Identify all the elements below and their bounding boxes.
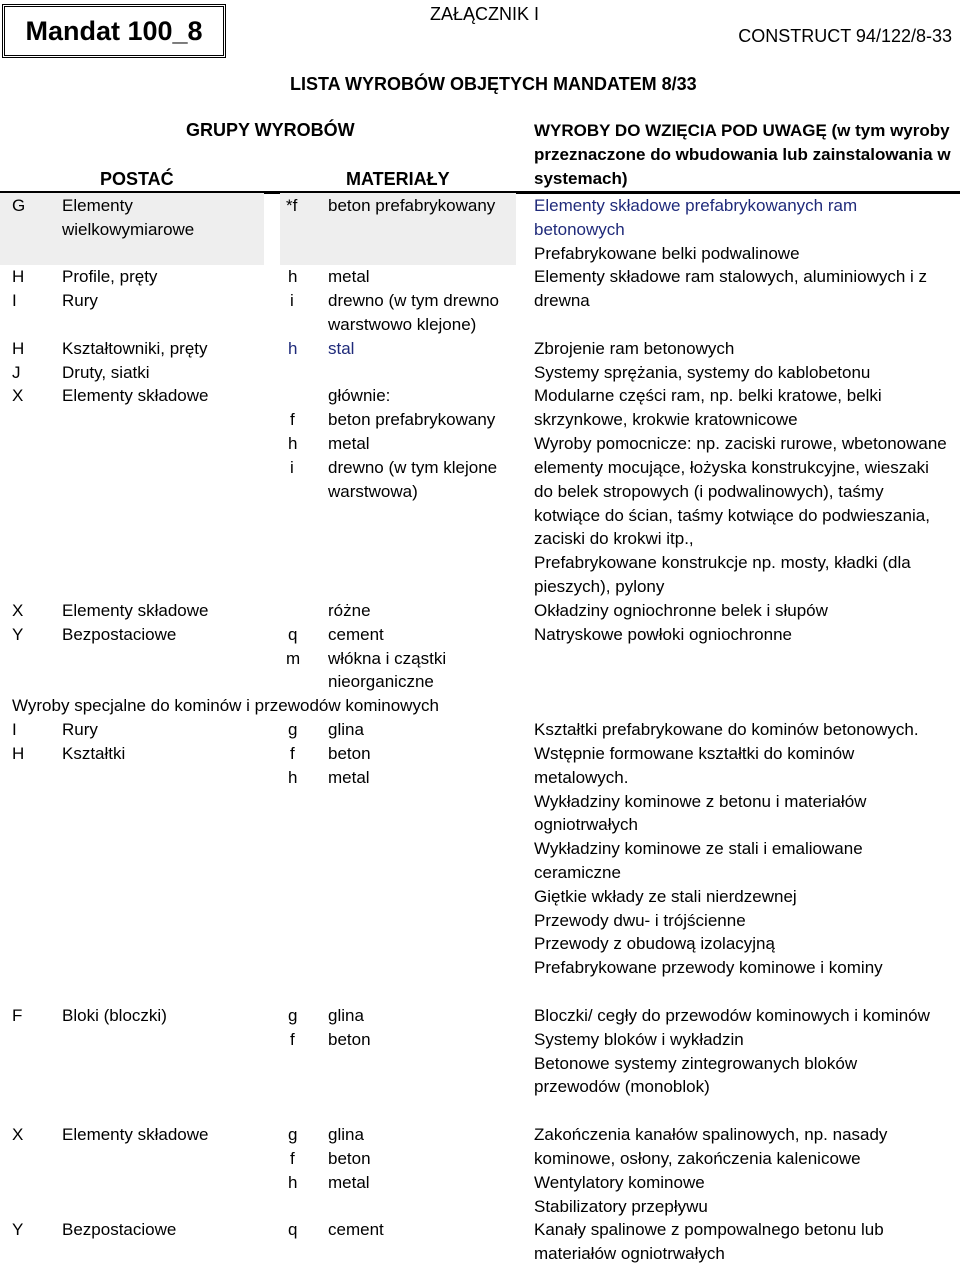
table-cell: pieszych), pylony xyxy=(534,577,665,596)
table-cell: drewno (w tym drewno xyxy=(328,291,500,310)
table-cell: glina xyxy=(328,1006,364,1025)
table-cell: Modularne części ram, np. belki kratowe, belki xyxy=(534,386,882,405)
table-cell: h xyxy=(288,339,298,358)
table-cell: *f xyxy=(286,196,298,215)
table-cell: Y xyxy=(12,1220,24,1239)
table-cell: metal xyxy=(328,768,370,787)
table-cell: X xyxy=(12,386,24,405)
table-cell: H xyxy=(12,339,25,358)
table-cell: Kształtki xyxy=(62,744,126,763)
table-cell: X xyxy=(12,601,24,620)
table-cell: Wentylatory kominowe xyxy=(534,1173,705,1192)
table-cell: Wyroby pomocnicze: np. zaciski rurowe, wbetonowane xyxy=(534,434,947,453)
table-cell: Bezpostaciowe xyxy=(62,1220,177,1239)
table-cell: Wstępnie formowane kształtki do kominów xyxy=(534,744,855,763)
table-cell: Elementy xyxy=(62,196,133,215)
table-cell: materiałów ogniotrwałych xyxy=(534,1244,725,1263)
table-cell: beton xyxy=(328,1030,371,1049)
list-title: LISTA WYROBÓW OBJĘTYCH MANDATEM 8/33 xyxy=(290,74,697,94)
table-cell: Elementy składowe xyxy=(62,1125,209,1144)
table-cell: zaciski do krokwi itp., xyxy=(534,529,694,548)
table-cell: Zakończenia kanałów spalinowych, np. nasady xyxy=(534,1125,888,1144)
table-cell: H xyxy=(12,744,25,763)
table-cell: Druty, siatki xyxy=(62,363,150,382)
table-cell: Wykładziny kominowe z betonu i materiałów xyxy=(534,792,867,811)
mandat-title: Mandat 100_8 xyxy=(25,16,203,46)
table-cell: Giętkie wkłady ze stali nierdzewnej xyxy=(534,887,797,906)
table-cell: Y xyxy=(12,625,24,644)
table-cell: elementy mocujące, łożyska konstrukcyjne, wieszaki xyxy=(534,458,929,477)
table-cell: skrzynkowe, krokwie kratownicowe xyxy=(534,410,798,429)
table-cell: cement xyxy=(328,1220,384,1239)
table-cell: beton xyxy=(328,1149,371,1168)
table-cell: beton xyxy=(328,744,371,763)
table-cell: kotwiące do ścian, taśmy kotwiące do podwieszania, xyxy=(534,506,930,525)
table-cell: Systemy bloków i wykładzin xyxy=(534,1030,744,1049)
products-header-line-3: systemach) xyxy=(534,169,628,188)
table-cell: Wykładziny kominowe ze stali i emaliowane xyxy=(534,839,863,858)
table-cell: Bloki (bloczki) xyxy=(62,1006,167,1025)
table-cell: H xyxy=(12,267,25,286)
table-cell: metalowych. xyxy=(534,768,629,787)
table-cell: warstwowa) xyxy=(328,482,418,501)
table-cell: Elementy składowe xyxy=(62,601,209,620)
annex-label: ZAŁĄCZNIK I xyxy=(430,4,540,24)
table-cell: q xyxy=(288,625,298,644)
table-cell: q xyxy=(288,1220,298,1239)
table-cell: Systemy sprężania, systemy do kablobetonu xyxy=(534,363,871,382)
table-cell: wielkowymiarowe xyxy=(62,220,195,239)
table-cell: różne xyxy=(328,601,371,620)
table-cell: Okładziny ogniochronne belek i słupów xyxy=(534,601,828,620)
table-cell: metal xyxy=(328,434,370,453)
table-cell: i xyxy=(290,458,294,477)
table-cell: Betonowe systemy zintegrowanych bloków xyxy=(534,1054,858,1073)
table-cell: f xyxy=(290,1149,295,1168)
table-cell: g xyxy=(288,720,298,739)
table-cell: glina xyxy=(328,1125,364,1144)
table-cell: f xyxy=(290,1030,295,1049)
table-cell: Elementy składowe prefabrykowanych ram xyxy=(534,196,858,215)
construct-reference: CONSTRUCT 94/122/8-33 xyxy=(738,26,952,46)
table-cell: g xyxy=(288,1006,298,1025)
table-cell: J xyxy=(12,363,21,382)
table-cell: Elementy składowe ram stalowych, aluminiowych i z xyxy=(534,267,928,286)
table-cell: drewna xyxy=(534,291,590,310)
table-cell: kominowe, osłony, zakończenia kalenicowe xyxy=(534,1149,861,1168)
table-cell: F xyxy=(12,1006,23,1025)
table-cell: warstwowo klejone) xyxy=(328,315,477,334)
table-cell: Kształtowniki, pręty xyxy=(62,339,208,358)
table-cell: ceramiczne xyxy=(534,863,621,882)
table-cell: h xyxy=(288,768,298,787)
table-cell: metal xyxy=(328,267,370,286)
table-cell: Prefabrykowane belki podwalinowe xyxy=(534,244,800,263)
table-cell: h xyxy=(288,434,298,453)
table-cell: Kanały spalinowe z pompowalnego betonu lub xyxy=(534,1220,884,1239)
table-cell: Prefabrykowane przewody kominowe i kominy xyxy=(534,958,883,977)
table-cell: Natryskowe powłoki ogniochronne xyxy=(534,625,792,644)
table-cell: G xyxy=(12,196,26,215)
table-cell: włókna i cząstki xyxy=(328,649,447,668)
table-cell: f xyxy=(290,744,295,763)
table-cell: I xyxy=(12,720,17,739)
products-header-line-2: przeznaczone do wbudowania lub zainstalowania w xyxy=(534,145,951,164)
materials-column-header: MATERIAŁY xyxy=(346,169,450,189)
table-cell: Prefabrykowane konstrukcje np. mosty, kładki (dla xyxy=(534,553,911,572)
table-cell: g xyxy=(288,1125,298,1144)
table-cell: betonowych xyxy=(534,220,625,239)
table-cell: Rury xyxy=(62,720,98,739)
table-cell: glina xyxy=(328,720,364,739)
table-cell: X xyxy=(12,1125,24,1144)
table-cell: h xyxy=(288,1173,298,1192)
table-cell: Przewody dwu- i trójścienne xyxy=(534,911,746,930)
table-cell: do belek stropowych (i podwalinowych), taśmy xyxy=(534,482,884,501)
table-cell: beton prefabrykowany xyxy=(328,410,496,429)
table-cell: Bloczki/ cegły do przewodów kominowych i kominów xyxy=(534,1006,930,1025)
table-cell: przewodów (monoblok) xyxy=(534,1077,710,1096)
table-cell: m xyxy=(286,649,301,668)
table-cell: f xyxy=(290,410,295,429)
table-cell: metal xyxy=(328,1173,370,1192)
products-column-header xyxy=(534,119,958,191)
table-cell: Profile, pręty xyxy=(62,267,158,286)
table-cell: ogniotrwałych xyxy=(534,815,638,834)
table-cell: Zbrojenie ram betonowych xyxy=(534,339,735,358)
table-cell: Kształtki prefabrykowane do kominów betonowych. xyxy=(534,720,919,739)
table-cell: Wyroby specjalne do kominów i przewodów kominowych xyxy=(12,696,439,715)
table-cell: Elementy składowe xyxy=(62,386,209,405)
form-column-header: POSTAĆ xyxy=(100,169,174,189)
table-cell: i xyxy=(290,291,294,310)
groups-header: GRUPY WYROBÓW xyxy=(186,120,355,140)
table-cell: h xyxy=(288,267,298,286)
table-cell: głównie: xyxy=(328,386,391,405)
table-cell: drewno (w tym klejone xyxy=(328,458,498,477)
table-cell: nieorganiczne xyxy=(328,672,434,691)
table-cell: stal xyxy=(328,339,355,358)
table-cell: Rury xyxy=(62,291,98,310)
products-header-line-1: WYROBY DO WZIĘCIA POD UWAGĘ (w tym wyroby xyxy=(534,121,950,140)
table-cell: Przewody z obudową izolacyjną xyxy=(534,934,775,953)
mandat-title-box xyxy=(2,4,226,58)
table-cell: I xyxy=(12,291,17,310)
table-cell: Bezpostaciowe xyxy=(62,625,177,644)
table-cell: beton prefabrykowany xyxy=(328,196,496,215)
table-cell: cement xyxy=(328,625,384,644)
table-cell: Stabilizatory przepływu xyxy=(534,1197,708,1216)
